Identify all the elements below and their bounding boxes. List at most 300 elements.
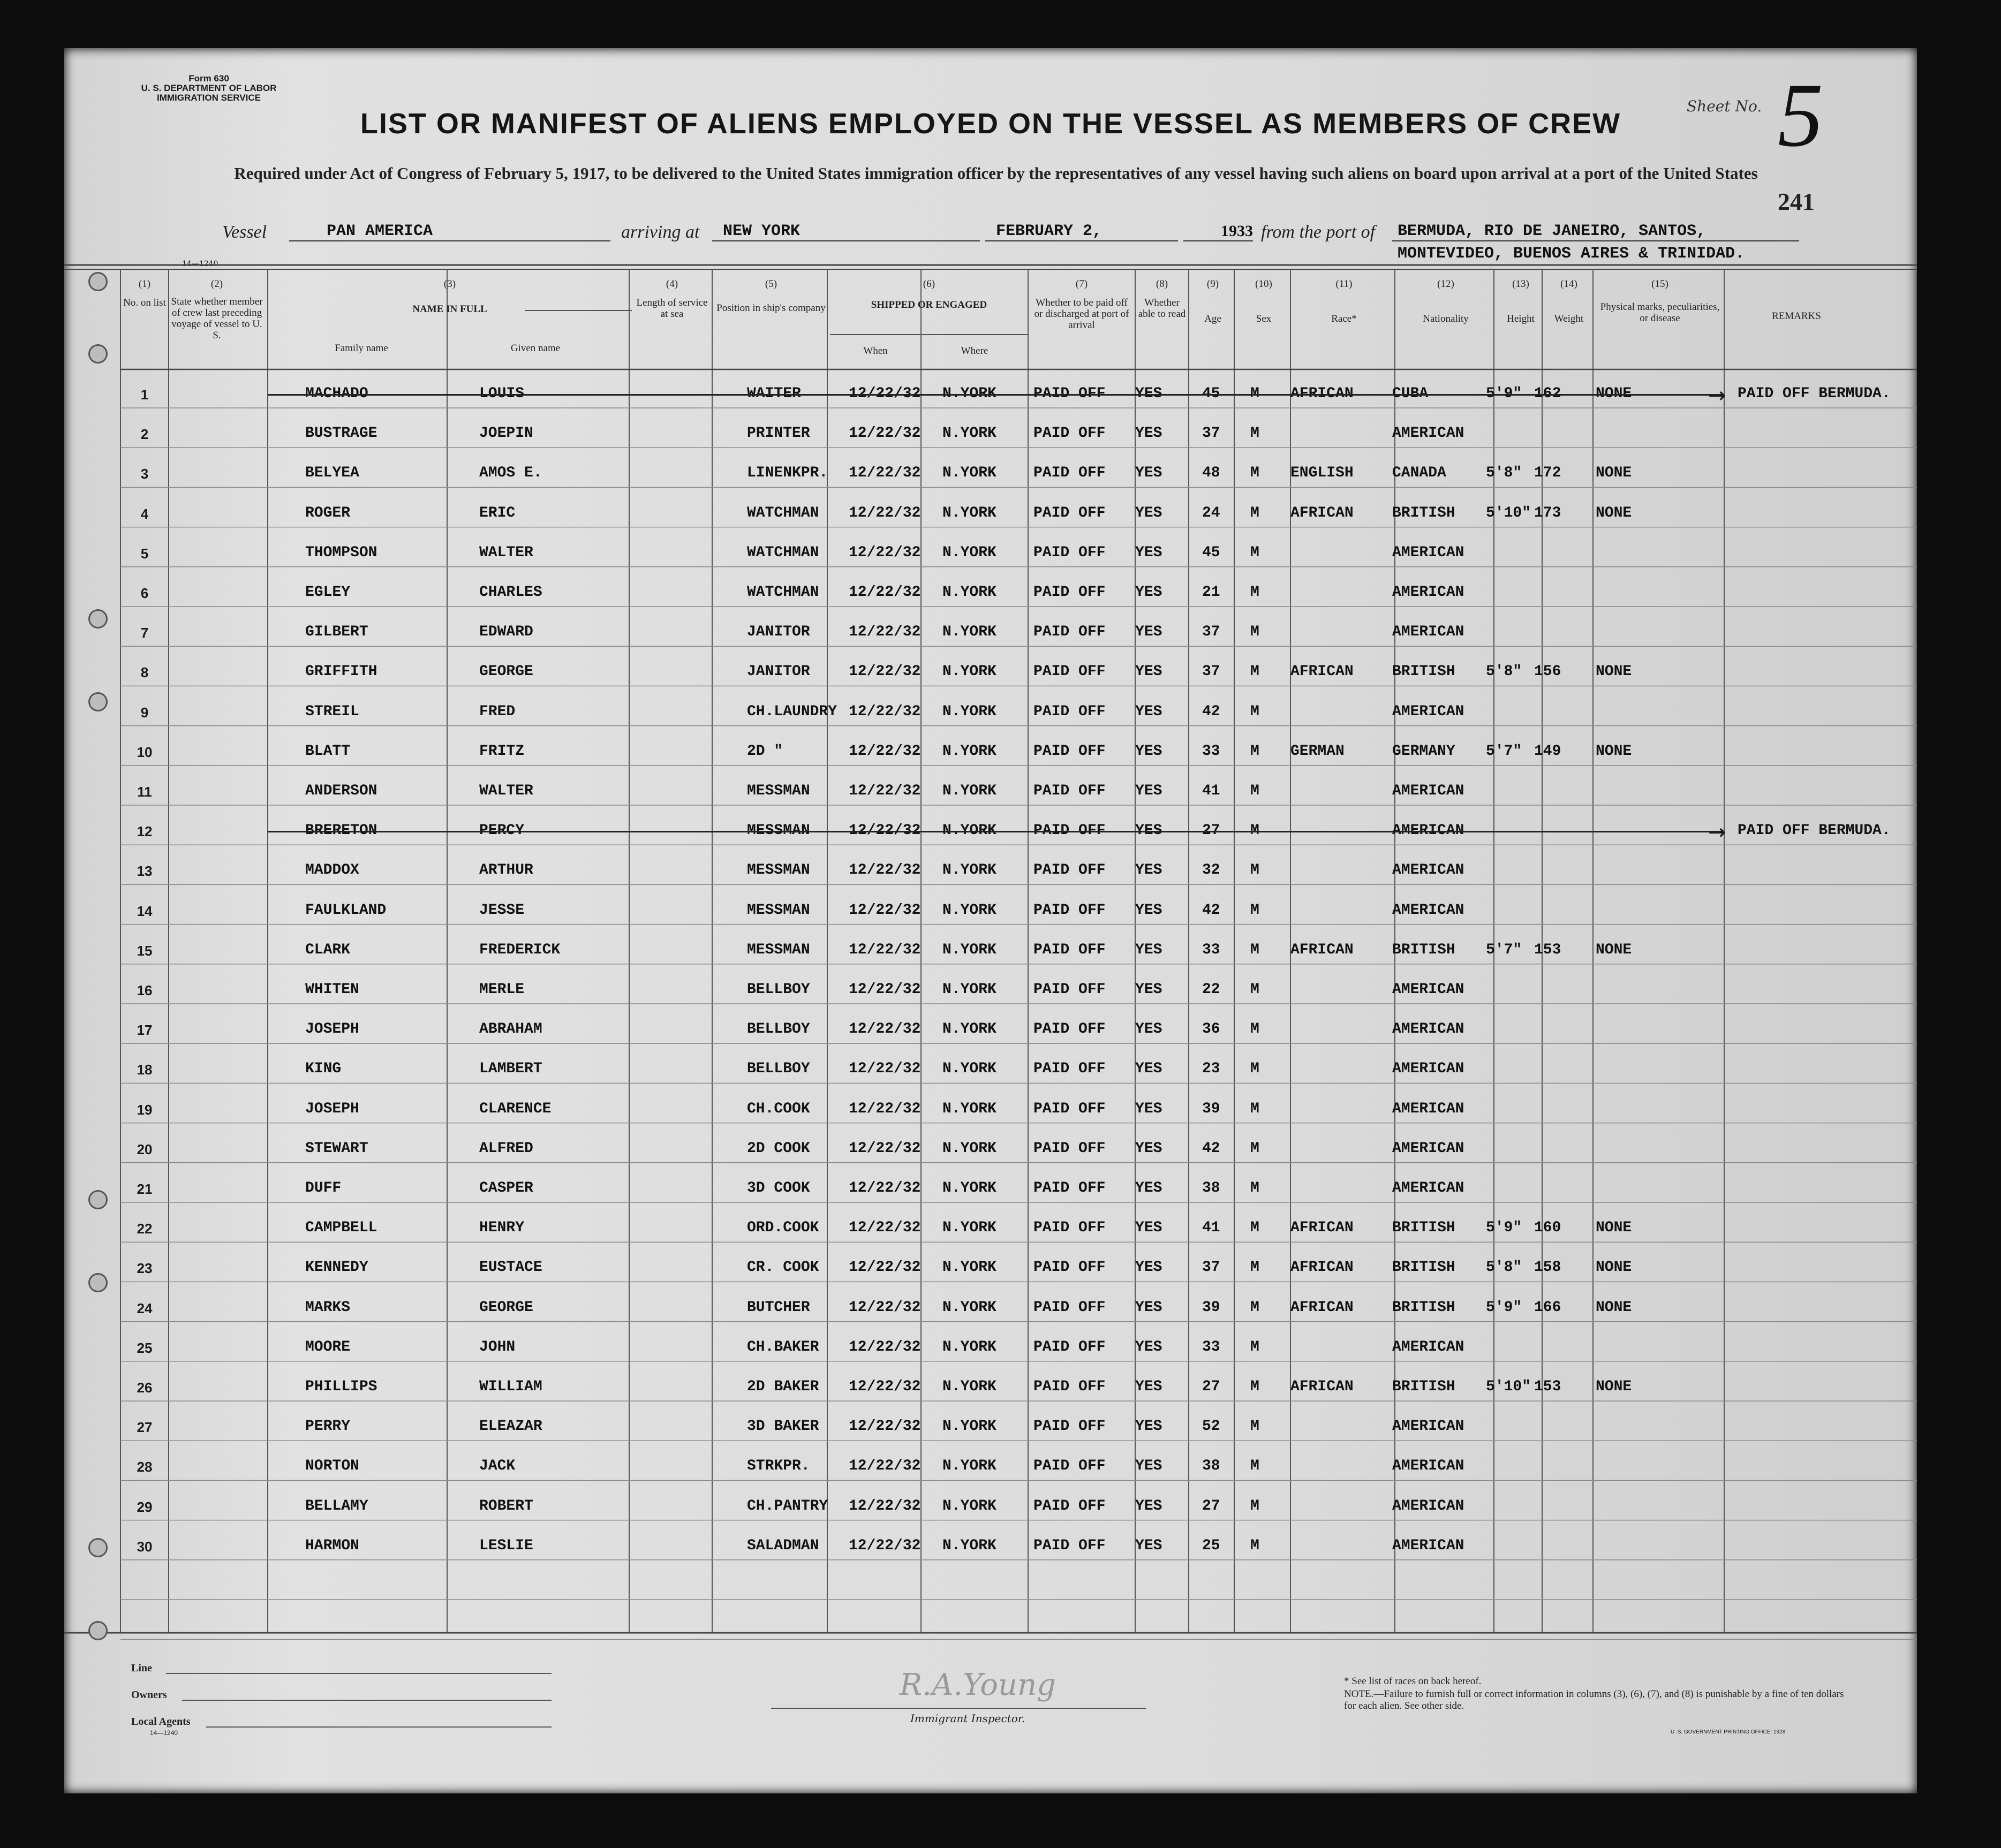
cell-position: BELLBOY <box>747 1061 810 1078</box>
cell-position: ORD.COOK <box>747 1220 819 1237</box>
cell-given: ERIC <box>479 504 516 521</box>
cell-sex: M <box>1250 703 1259 720</box>
row-number: 19 <box>137 1101 153 1118</box>
cell-sex: M <box>1250 1537 1259 1554</box>
cell-nationality: AMERICAN <box>1392 1180 1464 1196</box>
cell-family: GILBERT <box>305 624 368 641</box>
cell-position: 3D BAKER <box>747 1418 819 1435</box>
cell-position: MESSMAN <box>747 783 810 799</box>
cell-given: FRITZ <box>479 743 525 760</box>
cell-position: BELLBOY <box>747 981 810 998</box>
header-race: (11) Race* <box>1331 278 1357 324</box>
cell-race: ENGLISH <box>1290 465 1354 482</box>
cell-nationality: AMERICAN <box>1392 624 1464 641</box>
cell-paid: PAID OFF <box>1033 1299 1106 1316</box>
cell-family: KING <box>305 1061 342 1078</box>
cell-position: 2D BAKER <box>747 1379 819 1395</box>
form-code: 14—1240 <box>182 260 218 268</box>
cell-nationality: AMERICAN <box>1392 1458 1464 1475</box>
cell-where: N.YORK <box>942 783 996 799</box>
cell-where: N.YORK <box>942 584 996 601</box>
cell-height: 5'10" <box>1486 504 1531 521</box>
cell-family: PHILLIPS <box>305 1379 377 1395</box>
cell-paid: PAID OFF <box>1033 1061 1106 1078</box>
cell-family: ANDERSON <box>305 783 377 799</box>
cell-age: 52 <box>1202 1418 1220 1435</box>
cell-read: YES <box>1135 663 1162 680</box>
cell-where: N.YORK <box>942 385 996 402</box>
cell-given: PERCY <box>479 822 525 839</box>
cell-age: 22 <box>1202 981 1220 998</box>
cell-nationality: AMERICAN <box>1392 584 1464 601</box>
cell-nationality: AMERICAN <box>1392 1061 1464 1078</box>
cell-nationality: AMERICAN <box>1392 822 1464 839</box>
cell-given: LOUIS <box>479 385 525 402</box>
cell-weight: 153 <box>1534 941 1561 958</box>
line-field <box>166 1673 552 1674</box>
cell-position: 2D " <box>747 743 783 760</box>
cell-sex: M <box>1250 743 1259 760</box>
cell-when: 12/22/32 <box>849 425 921 442</box>
cell-race: AFRICAN <box>1290 1299 1354 1316</box>
cell-read: YES <box>1135 783 1162 799</box>
cell-when: 12/22/32 <box>849 703 921 720</box>
cell-age: 37 <box>1202 425 1220 442</box>
row-number: 18 <box>137 1062 153 1078</box>
stamp-number: 241 <box>1778 188 1815 215</box>
arrow-icon: → <box>1708 820 1726 845</box>
cell-read: YES <box>1135 1458 1162 1475</box>
cell-marks: NONE <box>1596 743 1632 760</box>
cell-where: N.YORK <box>942 743 996 760</box>
races-footnote: * See list of races on back hereof. <box>1344 1676 1482 1687</box>
cell-given: ABRAHAM <box>479 1021 542 1038</box>
cell-weight: 149 <box>1534 743 1561 760</box>
cell-height: 5'9" <box>1486 1299 1522 1316</box>
cell-nationality: AMERICAN <box>1392 425 1464 442</box>
cell-age: 42 <box>1202 1140 1220 1157</box>
cell-when: 12/22/32 <box>849 465 921 482</box>
cell-age: 45 <box>1202 544 1220 561</box>
vessel-name: PAN AMERICA <box>289 222 610 241</box>
cell-age: 42 <box>1202 703 1220 720</box>
cell-family: CAMPBELL <box>305 1220 377 1237</box>
cell-weight: 172 <box>1534 465 1561 482</box>
cell-paid: PAID OFF <box>1033 1418 1106 1435</box>
cell-nationality: BRITISH <box>1392 1220 1455 1237</box>
binder-hole <box>88 344 108 363</box>
header-paid-off: (7) Whether to be paid off or discharged at port of arrival <box>1034 278 1129 331</box>
cell-sex: M <box>1250 1497 1259 1514</box>
cell-nationality: BRITISH <box>1392 663 1455 680</box>
cell-given: LESLIE <box>479 1537 533 1554</box>
cell-position: LINENKPR. <box>747 465 828 482</box>
cell-when: 12/22/32 <box>849 981 921 998</box>
local-agents-label: Local Agents <box>131 1716 191 1728</box>
header-sex: (10) Sex <box>1255 278 1272 324</box>
cell-position: CH.COOK <box>747 1100 810 1117</box>
failure-note: NOTE.—Failure to furnish full or correct information in columns (3), (6), (7), and (8) is punishable by a fine of ten dollars for each alien. See other side. <box>1344 1688 1844 1711</box>
cell-nationality: BRITISH <box>1392 941 1455 958</box>
cell-family: JOSEPH <box>305 1100 359 1117</box>
cell-family: BELYEA <box>305 465 359 482</box>
cell-given: WALTER <box>479 544 533 561</box>
cell-sex: M <box>1250 584 1259 601</box>
cell-family: ROGER <box>305 504 351 521</box>
cell-when: 12/22/32 <box>849 504 921 521</box>
cell-nationality: AMERICAN <box>1392 544 1464 561</box>
cell-nationality: BRITISH <box>1392 504 1455 521</box>
cell-given: EDWARD <box>479 624 533 641</box>
cell-where: N.YORK <box>942 624 996 641</box>
cell-when: 12/22/32 <box>849 1100 921 1117</box>
cell-age: 41 <box>1202 783 1220 799</box>
cell-age: 27 <box>1202 1379 1220 1395</box>
page-title: LIST OR MANIFEST OF ALIENS EMPLOYED ON THE VESSEL AS MEMBERS OF CREW <box>360 108 1621 140</box>
row-number: 25 <box>137 1339 153 1356</box>
cell-when: 12/22/32 <box>849 1140 921 1157</box>
cell-given: CLARENCE <box>479 1100 552 1117</box>
cell-nationality: AMERICAN <box>1392 1418 1464 1435</box>
row-number: 22 <box>137 1221 153 1237</box>
cell-where: N.YORK <box>942 862 996 879</box>
row-number: 2 <box>140 426 149 443</box>
cell-family: STEWART <box>305 1140 368 1157</box>
cell-family: NORTON <box>305 1458 359 1475</box>
cell-family: JOSEPH <box>305 1021 359 1038</box>
cell-read: YES <box>1135 1497 1162 1514</box>
cell-read: YES <box>1135 1379 1162 1395</box>
cell-given: JOHN <box>479 1338 516 1355</box>
cell-height: 5'8" <box>1486 663 1522 680</box>
cell-paid: PAID OFF <box>1033 902 1106 919</box>
cell-family: FAULKLAND <box>305 902 387 919</box>
header-length-of-service: (4) Length of service at sea <box>636 278 708 320</box>
cell-when: 12/22/32 <box>849 743 921 760</box>
cell-nationality: AMERICAN <box>1392 1100 1464 1117</box>
cell-sex: M <box>1250 425 1259 442</box>
cell-read: YES <box>1135 544 1162 561</box>
cell-age: 23 <box>1202 1061 1220 1078</box>
strike-through-line <box>268 831 1724 832</box>
cell-nationality: AMERICAN <box>1392 1497 1464 1514</box>
row-number: 17 <box>137 1022 153 1039</box>
row-number: 11 <box>137 784 152 800</box>
cell-sex: M <box>1250 544 1259 561</box>
cell-age: 21 <box>1202 584 1220 601</box>
cell-family: PERRY <box>305 1418 351 1435</box>
header-position: (5) Position in ship's company <box>716 278 826 314</box>
header-remarks: REMARKS <box>1772 310 1821 322</box>
cell-read: YES <box>1135 1180 1162 1196</box>
cell-paid: PAID OFF <box>1033 624 1106 641</box>
cell-sex: M <box>1250 1458 1259 1475</box>
cell-family: HARMON <box>305 1537 359 1554</box>
cell-read: YES <box>1135 1259 1162 1276</box>
cell-paid: PAID OFF <box>1033 465 1106 482</box>
cell-race: AFRICAN <box>1290 941 1354 958</box>
cell-given: EUSTACE <box>479 1259 542 1276</box>
cell-sex: M <box>1250 783 1259 799</box>
signature-line <box>771 1708 1146 1709</box>
cell-when: 12/22/32 <box>849 663 921 680</box>
cell-age: 36 <box>1202 1021 1220 1038</box>
row-number: 8 <box>140 664 149 681</box>
cell-where: N.YORK <box>942 1299 996 1316</box>
cell-weight: 158 <box>1534 1259 1561 1276</box>
cell-where: N.YORK <box>942 822 996 839</box>
cell-given: CHARLES <box>479 584 542 601</box>
cell-given: JESSE <box>479 902 525 919</box>
cell-age: 39 <box>1202 1299 1220 1316</box>
cell-where: N.YORK <box>942 544 996 561</box>
cell-race: GERMAN <box>1290 743 1345 760</box>
cell-paid: PAID OFF <box>1033 1497 1106 1514</box>
cell-family: EGLEY <box>305 584 351 601</box>
cell-when: 12/22/32 <box>849 1021 921 1038</box>
cell-race: AFRICAN <box>1290 504 1354 521</box>
cell-when: 12/22/32 <box>849 1180 921 1196</box>
cell-paid: PAID OFF <box>1033 1259 1106 1276</box>
cell-where: N.YORK <box>942 663 996 680</box>
row-number: 9 <box>140 704 149 721</box>
cell-marks: NONE <box>1596 504 1632 521</box>
ports-line-2: MONTEVIDEO, BUENOS AIRES & TRINIDAD. <box>1398 245 1745 263</box>
cell-age: 39 <box>1202 1100 1220 1117</box>
cell-age: 33 <box>1202 743 1220 760</box>
cell-age: 25 <box>1202 1537 1220 1554</box>
cell-position: CH.PANTRY <box>747 1497 828 1514</box>
row-number: 28 <box>137 1459 153 1475</box>
cell-position: JANITOR <box>747 663 810 680</box>
cell-read: YES <box>1135 1418 1162 1435</box>
cell-when: 12/22/32 <box>849 902 921 919</box>
cell-marks: NONE <box>1596 663 1632 680</box>
arriving-port: NEW YORK <box>712 222 980 241</box>
header-able-to-read: (8) Whether able to read <box>1138 278 1186 320</box>
cell-paid: PAID OFF <box>1033 1537 1106 1554</box>
binder-hole <box>88 1621 108 1640</box>
cell-position: WATCHMAN <box>747 584 819 601</box>
cell-given: JOEPIN <box>479 425 533 442</box>
ports-line-1: BERMUDA, RIO DE JANEIRO, SANTOS, <box>1392 222 1799 241</box>
cell-sex: M <box>1250 504 1259 521</box>
cell-sex: M <box>1250 1259 1259 1276</box>
cell-family: GRIFFITH <box>305 663 377 680</box>
cell-weight: 160 <box>1534 1220 1561 1237</box>
owners-field <box>182 1700 552 1701</box>
cell-family: BELLAMY <box>305 1497 368 1514</box>
cell-read: YES <box>1135 981 1162 998</box>
cell-age: 45 <box>1202 385 1220 402</box>
cell-where: N.YORK <box>942 1497 996 1514</box>
sheet-label: Sheet No. <box>1687 97 1762 115</box>
cell-given: FRED <box>479 703 516 720</box>
row-number: 6 <box>140 585 149 601</box>
cell-sex: M <box>1250 941 1259 958</box>
cell-paid: PAID OFF <box>1033 743 1106 760</box>
cell-read: YES <box>1135 1021 1162 1038</box>
cell-height: 5'8" <box>1486 1259 1522 1276</box>
cell-marks: NONE <box>1596 1220 1632 1237</box>
cell-family: BLATT <box>305 743 351 760</box>
cell-paid: PAID OFF <box>1033 1458 1106 1475</box>
sheet-number: 5 <box>1778 65 1823 165</box>
cell-read: YES <box>1135 1061 1162 1078</box>
cell-age: 41 <box>1202 1220 1220 1237</box>
cell-position: BUTCHER <box>747 1299 810 1316</box>
cell-remarks: PAID OFF BERMUDA. <box>1738 385 1891 402</box>
cell-age: 27 <box>1202 822 1220 839</box>
cell-position: WATCHMAN <box>747 504 819 521</box>
cell-where: N.YORK <box>942 941 996 958</box>
cell-when: 12/22/32 <box>849 1299 921 1316</box>
cell-paid: PAID OFF <box>1033 1379 1106 1395</box>
cell-where: N.YORK <box>942 465 996 482</box>
cell-position: MESSMAN <box>747 941 810 958</box>
from-port-label: from the port of <box>1261 222 1376 242</box>
header-where: Where <box>961 345 988 357</box>
cell-paid: PAID OFF <box>1033 584 1106 601</box>
cell-when: 12/22/32 <box>849 385 921 402</box>
cell-age: 37 <box>1202 1259 1220 1276</box>
cell-given: ROBERT <box>479 1497 533 1514</box>
cell-nationality: AMERICAN <box>1392 862 1464 879</box>
cell-nationality: BRITISH <box>1392 1379 1455 1395</box>
cell-read: YES <box>1135 624 1162 641</box>
cell-read: YES <box>1135 425 1162 442</box>
cell-position: WAITER <box>747 385 801 402</box>
cell-read: YES <box>1135 1537 1162 1554</box>
service-name: IMMIGRATION SERVICE <box>157 93 261 103</box>
row-number: 20 <box>137 1141 153 1157</box>
cell-when: 12/22/32 <box>849 1220 921 1237</box>
cell-weight: 153 <box>1534 1379 1561 1395</box>
cell-weight: 156 <box>1534 663 1561 680</box>
cell-when: 12/22/32 <box>849 584 921 601</box>
cell-marks: NONE <box>1596 941 1632 958</box>
cell-read: YES <box>1135 1140 1162 1157</box>
cell-given: GEORGE <box>479 1299 533 1316</box>
cell-family: MADDOX <box>305 862 359 879</box>
cell-nationality: BRITISH <box>1392 1259 1455 1276</box>
cell-age: 37 <box>1202 663 1220 680</box>
cell-age: 33 <box>1202 1338 1220 1355</box>
cell-when: 12/22/32 <box>849 1497 921 1514</box>
cell-where: N.YORK <box>942 1220 996 1237</box>
cell-paid: PAID OFF <box>1033 1338 1106 1355</box>
row-number: 10 <box>137 744 153 760</box>
cell-age: 38 <box>1202 1458 1220 1475</box>
cell-sex: M <box>1250 1379 1259 1395</box>
binder-hole <box>88 272 108 291</box>
cell-when: 12/22/32 <box>849 1061 921 1078</box>
cell-read: YES <box>1135 504 1162 521</box>
cell-read: YES <box>1135 902 1162 919</box>
line-label: Line <box>131 1662 152 1674</box>
form-number: Form 630 <box>188 73 229 84</box>
cell-nationality: BRITISH <box>1392 1299 1455 1316</box>
cell-read: YES <box>1135 1220 1162 1237</box>
cell-where: N.YORK <box>942 425 996 442</box>
row-number: 27 <box>137 1419 153 1436</box>
cell-when: 12/22/32 <box>849 941 921 958</box>
cell-where: N.YORK <box>942 1259 996 1276</box>
row-number: 4 <box>140 505 149 522</box>
cell-sex: M <box>1250 1140 1259 1157</box>
cell-race: AFRICAN <box>1290 1220 1354 1237</box>
header-last-voyage: (2) State whether member of crew last preceding voyage of vessel to U. S. <box>171 278 263 341</box>
cell-position: PRINTER <box>747 425 810 442</box>
header-given-name: Given name <box>510 343 561 354</box>
cell-read: YES <box>1135 822 1162 839</box>
cell-sex: M <box>1250 1180 1259 1196</box>
binder-hole <box>88 609 108 628</box>
header-name-in-full: (3) NAME IN FULL <box>412 278 487 315</box>
cell-position: MESSMAN <box>747 902 810 919</box>
cell-age: 27 <box>1202 1497 1220 1514</box>
cell-given: LAMBERT <box>479 1061 542 1078</box>
cell-where: N.YORK <box>942 981 996 998</box>
cell-where: N.YORK <box>942 1537 996 1554</box>
cell-sex: M <box>1250 1220 1259 1237</box>
header-weight: (14) Weight <box>1554 278 1584 324</box>
header-height: (13) Height <box>1507 278 1535 324</box>
cell-read: YES <box>1135 465 1162 482</box>
cell-read: YES <box>1135 743 1162 760</box>
cell-where: N.YORK <box>942 1140 996 1157</box>
binder-hole <box>88 692 108 711</box>
cell-height: 5'7" <box>1486 941 1522 958</box>
cell-position: CR. COOK <box>747 1259 819 1276</box>
binder-hole <box>88 1538 108 1557</box>
cell-height: 5'9" <box>1486 385 1522 402</box>
row-number: 30 <box>137 1538 153 1555</box>
cell-sex: M <box>1250 663 1259 680</box>
row-number: 26 <box>137 1380 153 1396</box>
header-when: When <box>863 345 888 357</box>
manifest-sheet <box>64 48 1917 1793</box>
cell-given: HENRY <box>479 1220 525 1237</box>
header-shipped-or-engaged: (6) SHIPPED OR ENGAGED <box>871 278 987 310</box>
header-number-on-list: (1) No. on list <box>123 278 166 308</box>
inspector-signature: R.A.Young <box>900 1668 1056 1702</box>
cell-read: YES <box>1135 1299 1162 1316</box>
cell-family: BRERETON <box>305 822 377 839</box>
cell-race: AFRICAN <box>1290 1379 1354 1395</box>
vessel-label: Vessel <box>222 222 267 242</box>
row-number: 5 <box>140 545 149 562</box>
cell-where: N.YORK <box>942 902 996 919</box>
cell-given: ELEAZAR <box>479 1418 542 1435</box>
cell-paid: PAID OFF <box>1033 1220 1106 1237</box>
cell-read: YES <box>1135 862 1162 879</box>
cell-family: MACHADO <box>305 385 368 402</box>
cell-family: MARKS <box>305 1299 351 1316</box>
cell-nationality: AMERICAN <box>1392 981 1464 998</box>
cell-when: 12/22/32 <box>849 783 921 799</box>
cell-paid: PAID OFF <box>1033 1140 1106 1157</box>
cell-sex: M <box>1250 1418 1259 1435</box>
cell-where: N.YORK <box>942 703 996 720</box>
cell-family: WHITEN <box>305 981 359 998</box>
cell-sex: M <box>1250 465 1259 482</box>
cell-age: 33 <box>1202 941 1220 958</box>
row-number: 29 <box>137 1498 153 1515</box>
cell-where: N.YORK <box>942 1061 996 1078</box>
binder-hole <box>88 1190 108 1209</box>
cell-position: CH.BAKER <box>747 1338 819 1355</box>
